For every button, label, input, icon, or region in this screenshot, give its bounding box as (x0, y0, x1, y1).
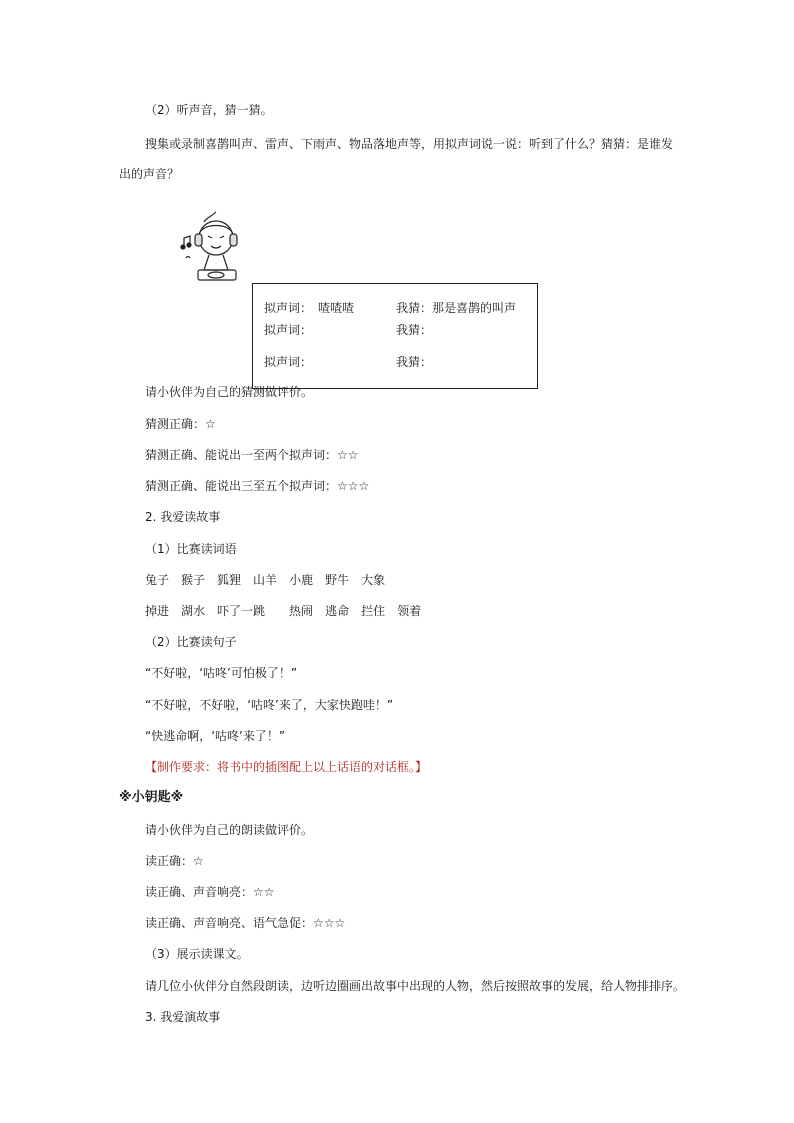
guess-eval-item-2: 猜测正确、能说出一至两个拟声词：☆☆ (145, 448, 359, 462)
word: 猴子 (181, 573, 206, 587)
guess-eval-item-3: 猜测正确、能说出三至五个拟声词：☆☆☆ (145, 479, 370, 493)
word: 掉进 (145, 604, 170, 618)
tip-item-2: 读正确、声音响亮：☆☆ (145, 885, 275, 899)
word: 逃命 (325, 604, 350, 618)
guess-eval-item-1: 猜测正确：☆ (145, 417, 216, 431)
listen-heading: （2）听声音，猜一猜。 (145, 103, 273, 117)
word: 湖水 (181, 604, 206, 618)
word: 山羊 (253, 573, 278, 587)
guess-table-box (252, 283, 538, 389)
word: 野牛 (325, 573, 350, 587)
word: 小鹿 (289, 573, 314, 587)
guess-eval-intro: 请小伙伴为自己的猜测做评价。 (145, 385, 314, 399)
sentence-2: “不好啦，不好啦，‘咕咚’来了，大家快跑哇！” (145, 698, 394, 712)
guess-value-1: 那是喜鹊的叫声 (432, 301, 517, 315)
word: 兔子 (145, 573, 170, 587)
word-value-1: 喳喳喳 (318, 301, 355, 315)
tip-item-3: 读正确、声音响亮、语气急促：☆☆☆ (145, 916, 346, 930)
production-note: 【制作要求：将书中的插图配上以上话语的对话框。】 (145, 760, 428, 774)
word: 狐狸 (217, 573, 242, 587)
word: 吓了一跳 (217, 604, 266, 618)
listen-paragraph-line2: 出的声音？ (119, 167, 180, 181)
words-row-2 (145, 603, 433, 619)
sentence-1: “不好啦，‘咕咚’可怕极了！” (145, 666, 298, 680)
section3-sub3: （3）展示读课文。 (145, 947, 249, 961)
guess-label-3: 我猜： (396, 355, 433, 369)
listen-paragraph-line1: 搜集或录制喜鹊叫声、雷声、下雨声、物品落地声等，用拟声词说一说：听到了什么？猜猜：是谁发 (145, 137, 674, 151)
section2-heading: 2. 我爱读故事 (145, 510, 221, 524)
sentence-3: “快逃命啊，‘咕咚’来了！” (145, 729, 286, 743)
words-row-1 (145, 572, 397, 588)
word: 大象 (361, 573, 386, 587)
section3-heading: 3. 我爱演故事 (145, 1010, 221, 1024)
section2-sub2: （2）比赛读句子 (145, 635, 237, 649)
tip-item-1: 读正确：☆ (145, 854, 204, 868)
tip-intro: 请小伙伴为自己的朗读做评价。 (145, 823, 314, 837)
word-label-2: 拟声词： (264, 323, 313, 337)
word: 热闹 (289, 604, 314, 618)
word-label-3: 拟声词： (264, 355, 313, 369)
word: 领着 (397, 604, 422, 618)
guess-label-1: 我猜： (396, 301, 433, 315)
word: 拦住 (361, 604, 386, 618)
word-label-1: 拟声词： (264, 301, 313, 315)
section3-paragraph: 请几位小伙伴分自然段朗读，边听边圈画出故事中出现的人物，然后按照故事的发展，给人物排排序。 (145, 979, 686, 993)
section2-sub1: （1）比赛读词语 (145, 542, 237, 556)
child-headphones-illustration (176, 208, 256, 290)
tip-title: ※小钥匙※ (119, 790, 184, 805)
guess-label-2: 我猜： (396, 323, 433, 337)
